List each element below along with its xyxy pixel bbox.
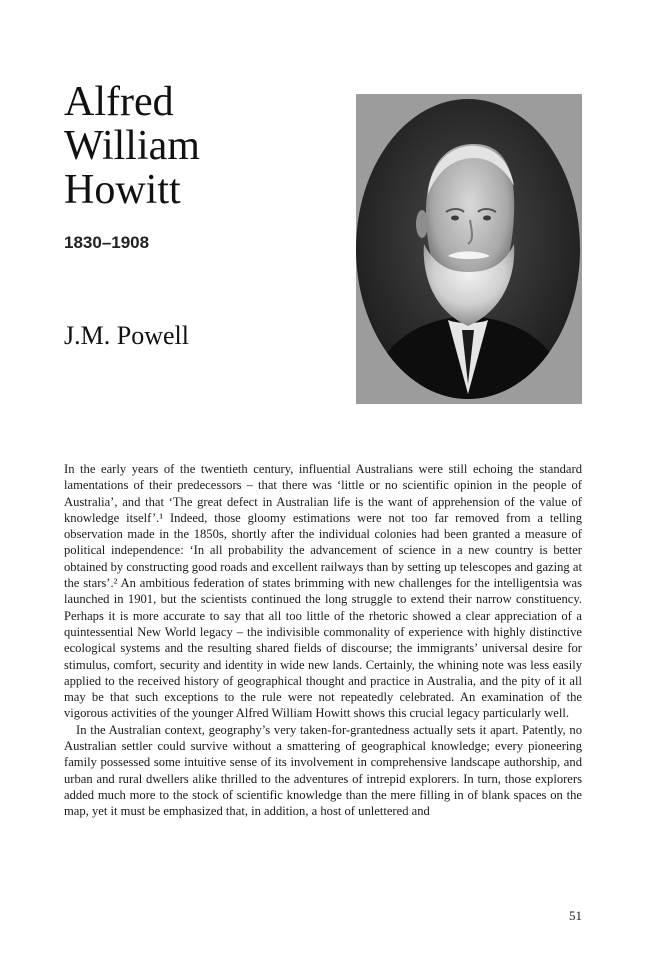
title-line-2: William bbox=[64, 123, 200, 169]
title-line-3: Howitt bbox=[64, 167, 181, 213]
title-line-1: Alfred bbox=[64, 79, 174, 125]
life-dates: 1830–1908 bbox=[64, 233, 150, 252]
article-body bbox=[64, 461, 582, 820]
page-number: 51 bbox=[569, 908, 582, 923]
author-name: J.M. Powell bbox=[64, 321, 189, 350]
body-paragraph-1: In the early years of the twentieth century, influential Australians were still echoing the standard lamentations of their predecessors – that there was ‘little or no scientific opinion in the people of Australia’, and that ‘The great defect in Australian life is the want of apprehension of the value of knowledge itself’.¹ Indeed, those gloomy estimations were not too far removed from a telling observation made in the 1850s, shortly after the individual colonies had been granted a measure of political independence: ‘In all probability the advancement of science in a new country is better obtained by constructing good roads and excellent railways than by setting up telescopes and gazing at the stars’.² An ambitious federation of states brimming with new challenges for the intelligentsia was launched in 1901, but the scientists continued the long struggle to extend their narrow constituency. Perhaps it is more accurate to say that all too little of the rhetoric showed a clear appreciation of a quintessential New World legacy – the indivisible commonality of experience with highly distinctive ecological systems and the resulting shared fields of discourse; the immigrants’ universal desire for stimulus, comfort, security and identity in wide new lands. Certainly, the whining note was less easily applied to the received history of geographical thought and practice in Australia, and the pity of it all may be that such exceptions to the rule were not repeatedly celebrated. An examination of the vigorous activities of the younger Alfred William Howitt shows this crucial legacy particularly well. bbox=[64, 462, 582, 721]
article-title bbox=[64, 80, 200, 212]
portrait-illustration bbox=[356, 94, 582, 404]
body-paragraph-2: In the Australian context, geography’s very taken-for-grantedness actually sets it apart. Patently, no Australian settler could survive without a smattering of geographical knowledge; every pioneering family possessed some intuitive sense of its involvement in comprehensive landscape authorship, and urban and rural dwellers alike thrilled to the adventures of intrepid explorers. In turn, those explorers added much more to the stock of scientific knowledge than the mere filling in of blank spaces on the map, yet it must be emphasized that, in addition, a host of unlettered and bbox=[64, 722, 582, 819]
portrait-photograph bbox=[356, 94, 582, 404]
